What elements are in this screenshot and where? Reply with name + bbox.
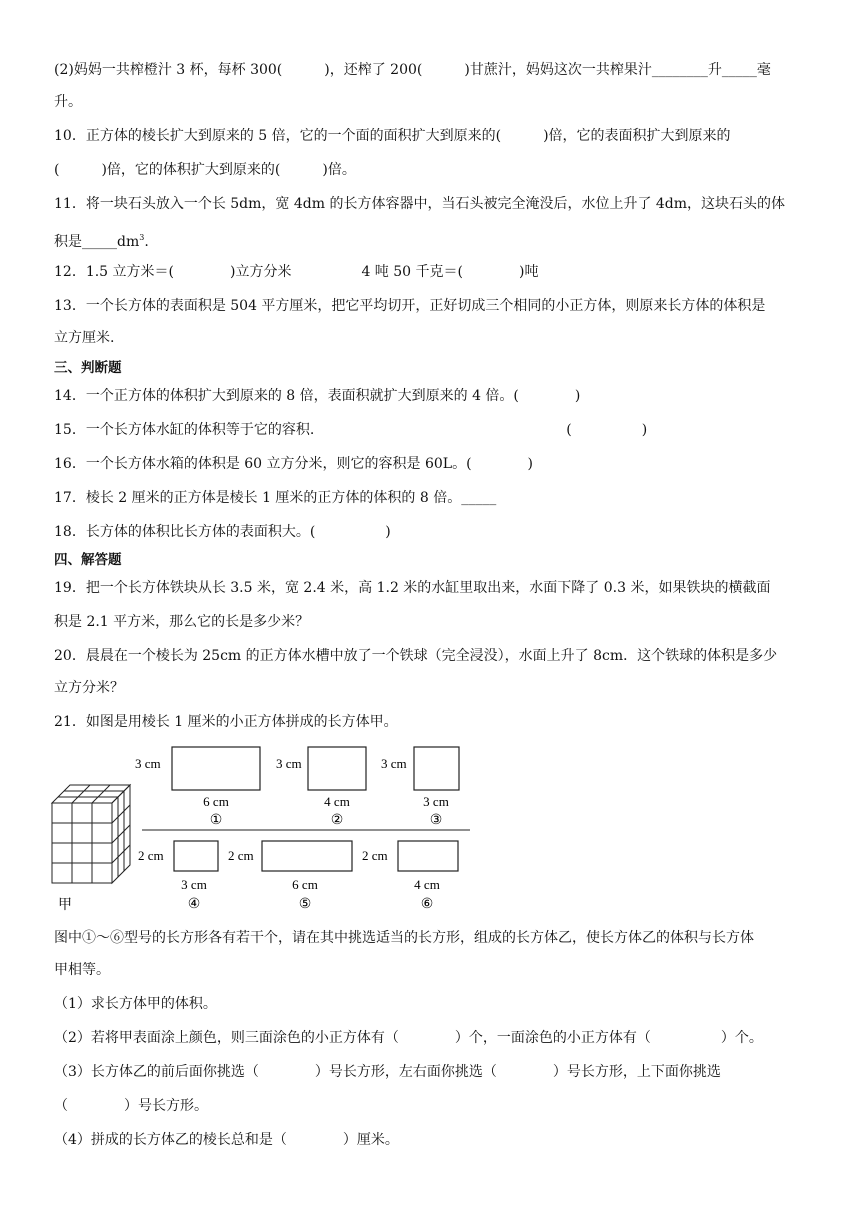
section-answer-heading: 四、解答题 bbox=[54, 552, 122, 568]
question-20-cont: 立方分米？ bbox=[54, 680, 124, 696]
question-21-instructions-cont: 甲相等。 bbox=[54, 962, 110, 978]
question-21-part3: （3）长方体乙的前后面你挑选（ ）号长方形，左右面你挑选（ ）号长方形，上下面你挑选 bbox=[54, 1064, 721, 1080]
question-12: 12．1.5 立方米＝( )立方分米 4 吨 50 千克＝( )吨 bbox=[54, 264, 539, 280]
rect-5-height: 2 cm bbox=[228, 848, 254, 863]
question-21-instructions: 图中①～⑥型号的长方形各有若干个，请在其中挑选适当的长方形，组成的长方体乙，使长方体乙的体积与长方体 bbox=[54, 930, 754, 946]
rect-2-number: ② bbox=[330, 813, 344, 828]
line-q9-part2-cont: 升。 bbox=[54, 94, 82, 110]
cube-label: 甲 bbox=[58, 898, 72, 913]
question-11: 11．将一块石头放入一个长 5dm，宽 4dm 的长方体容器中，当石头被完全淹没后，水位上升了 4dm，这块石头的体 bbox=[54, 196, 786, 212]
rect-4 bbox=[138, 841, 218, 912]
question-19-cont: 积是 2.1 平方米，那么它的长是多少米？ bbox=[54, 614, 310, 630]
question-11-cont bbox=[54, 228, 149, 252]
rect-5-number: ⑤ bbox=[298, 897, 312, 912]
superscript: 3 bbox=[139, 233, 145, 242]
question-21-part4: （4）拼成的长方体乙的棱长总和是（ ）厘米。 bbox=[54, 1132, 399, 1148]
rect-2-width: 4 cm bbox=[324, 794, 350, 809]
question-10: 10．正方体的棱长扩大到原来的 5 倍，它的一个面的面积扩大到原来的( )倍，它的表面积扩大到原来的 bbox=[54, 128, 731, 144]
rect-2 bbox=[276, 747, 366, 828]
rect-4-height: 2 cm bbox=[138, 848, 164, 863]
rectangles-figure bbox=[46, 738, 476, 916]
rect-3-width: 3 cm bbox=[423, 794, 449, 809]
question-21-part3-cont: （ ）号长方形。 bbox=[54, 1098, 208, 1114]
question-18: 18．长方体的体积比长方体的表面积大。( ) bbox=[54, 524, 391, 540]
rect-3-height: 3 cm bbox=[381, 756, 407, 771]
rect-4-number: ④ bbox=[187, 897, 201, 912]
question-11-period: . bbox=[144, 234, 149, 250]
cuboid-jia bbox=[52, 785, 130, 883]
rect-2-height: 3 cm bbox=[276, 756, 302, 771]
rect-6-height: 2 cm bbox=[362, 848, 388, 863]
question-11-text: 积是_____dm bbox=[54, 234, 140, 250]
rect-5 bbox=[228, 841, 352, 912]
question-15: 15．一个长方体水缸的体积等于它的容积. ( ) bbox=[54, 422, 648, 438]
rect-4-width: 3 cm bbox=[181, 877, 207, 892]
question-21-part2: （2）若将甲表面涂上颜色，则三面涂色的小正方体有（ ）个，一面涂色的小正方体有（ ）个。 bbox=[54, 1030, 763, 1046]
question-14: 14．一个正方体的体积扩大到原来的 8 倍，表面积就扩大到原来的 4 倍。( ) bbox=[54, 388, 581, 404]
question-10-cont: ( )倍，它的体积扩大到原来的( )倍。 bbox=[54, 162, 356, 178]
rect-3-number: ③ bbox=[429, 813, 443, 828]
question-13: 13．一个长方体的表面积是 504 平方厘米，把它平均切开，正好切成三个相同的小正方体，则原来长方体的体积是 bbox=[54, 298, 766, 314]
rect-1 bbox=[135, 747, 260, 828]
question-20: 20．晨晨在一个棱长为 25cm 的正方体水槽中放了一个铁球（完全浸没），水面上升了 8cm．这个铁球的体积是多少 bbox=[54, 648, 778, 664]
rect-5-width: 6 cm bbox=[292, 877, 318, 892]
question-19: 19．把一个长方体铁块从长 3.5 米，宽 2.4 米，高 1.2 米的水缸里取出来，水面下降了 0.3 米，如果铁块的横截面 bbox=[54, 580, 771, 596]
rect-6-number: ⑥ bbox=[420, 897, 434, 912]
question-13-cont: 立方厘米. bbox=[54, 330, 115, 346]
question-21: 21．如图是用棱长 1 厘米的小正方体拼成的长方体甲。 bbox=[54, 714, 398, 730]
line-q9-part2: (2)妈妈一共榨橙汁 3 杯，每杯 300( )，还榨了 200( )甘蔗汁，妈妈这次一共榨果汁________升_____毫 bbox=[54, 62, 771, 78]
question-16: 16．一个长方体水箱的体积是 60 立方分米，则它的容积是 60L。( ) bbox=[54, 456, 534, 472]
section-judgement-heading: 三、判断题 bbox=[54, 360, 122, 376]
rect-1-width: 6 cm bbox=[203, 794, 229, 809]
figure-svg bbox=[46, 738, 476, 916]
question-21-part1: （1）求长方体甲的体积。 bbox=[54, 996, 217, 1012]
rect-1-height: 3 cm bbox=[135, 756, 161, 771]
question-17: 17．棱长 2 厘米的正方体是棱长 1 厘米的正方体的体积的 8 倍。_____ bbox=[54, 490, 497, 506]
rect-1-number: ① bbox=[209, 813, 223, 828]
rect-6 bbox=[362, 841, 458, 912]
rect-6-width: 4 cm bbox=[414, 877, 440, 892]
rect-3 bbox=[381, 747, 459, 828]
